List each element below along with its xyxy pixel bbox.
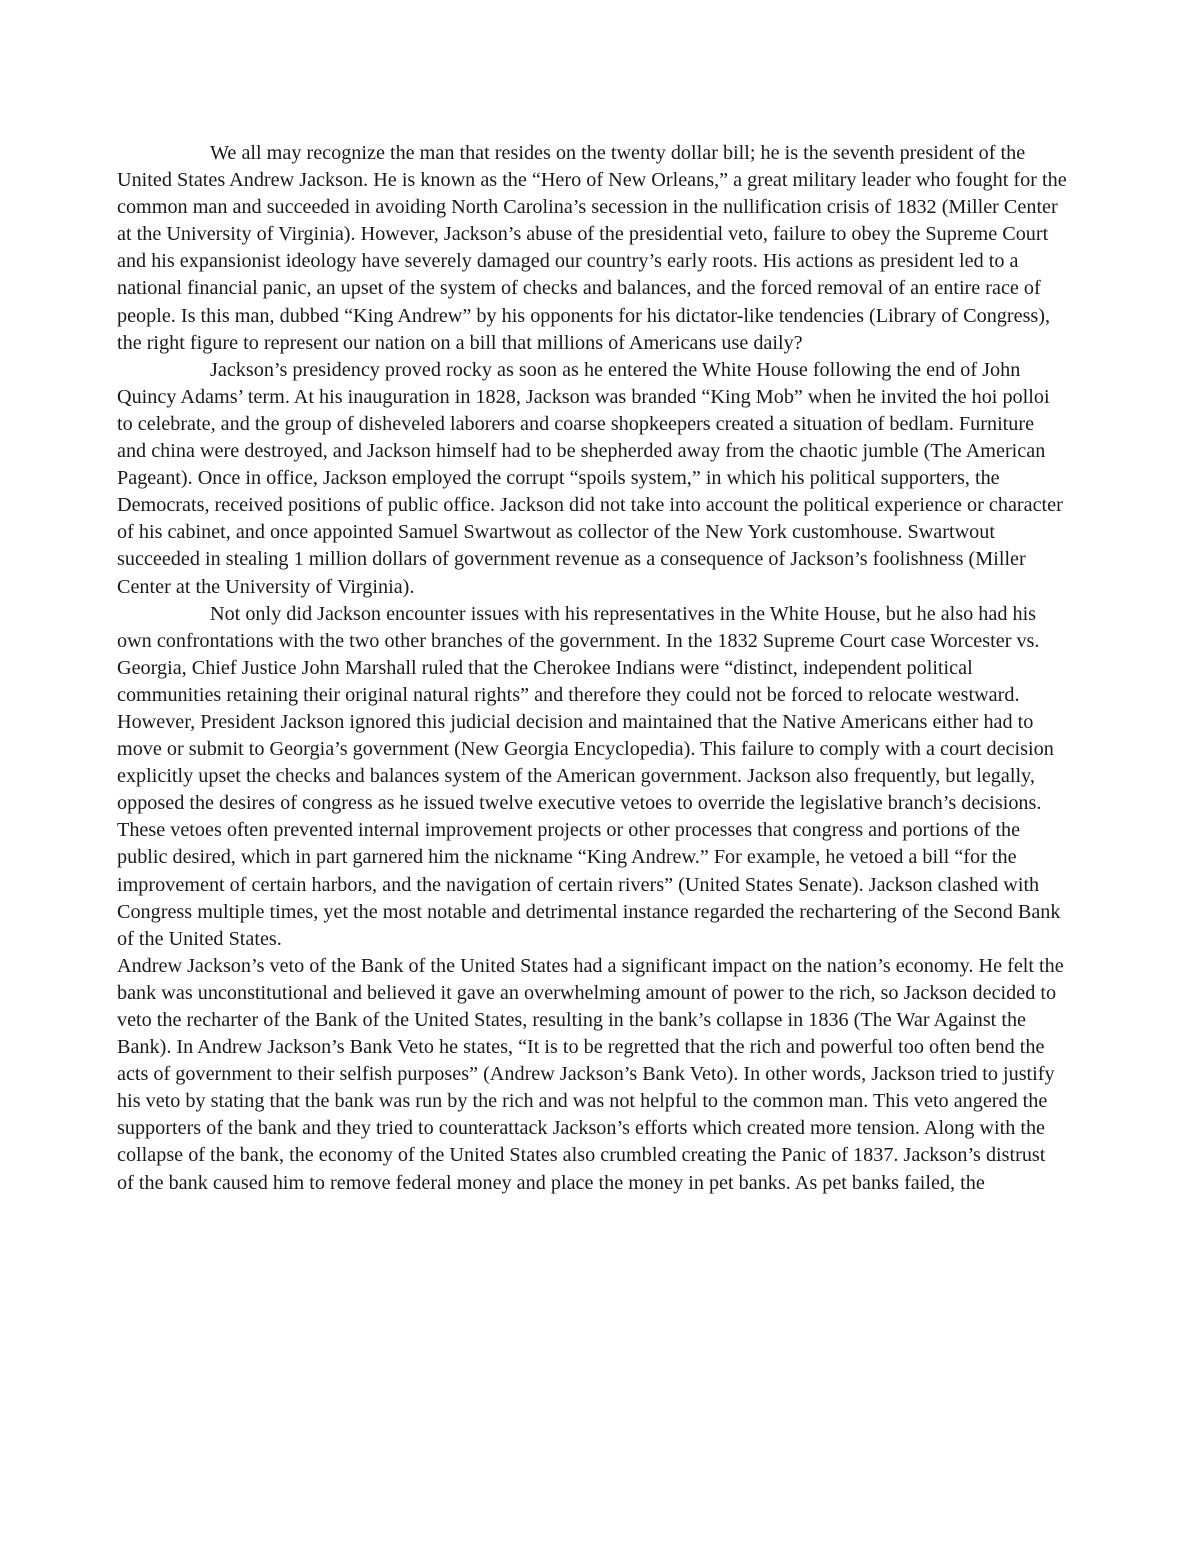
paragraph-1: We all may recognize the man that resides on the twenty dollar bill; he is the seventh president of the United States Andrew Jackson. He is known as the “Hero of New Orleans,” a great military leader who fought for the common man and succeeded in avoiding North Carolina’s secession in the nullification crisis of 1832 (Miller Center at the University of Virginia). However, Jackson’s abuse of the presidential veto, failure to obey the Supreme Court and his expansionist ideology have severely damaged our country’s early roots. His actions as president led to a national financial panic, an upset of the system of checks and balances, and the forced removal of an entire race of people. Is this man, dubbed “King Andrew” by his opponents for his dictator-like tendencies (Library of Congress), the right figure to represent our nation on a bill that millions of Americans use daily? xyxy=(117,142,1067,354)
paragraph-4: Andrew Jackson’s veto of the Bank of the United States had a significant impact on the nation’s economy. He felt the bank was unconstitutional and believed it gave an overwhelming amount of power to the rich, so Jackson decided to veto the recharter of the Bank of the United States, resulting in the bank’s collapse in 1836 (The War Against the Bank). In Andrew Jackson’s Bank Veto he states, “It is to be regretted that the rich and powerful too often bend the acts of government to their selfish purposes” (Andrew Jackson’s Bank Veto). In other words, Jackson tried to justify his veto by stating that the bank was run by the rich and was not helpful to the common man. This veto angered the supporters of the bank and they tried to counterattack Jackson’s efforts which created more tension. Along with the collapse of the bank, the economy of the United States also crumbled creating the Panic of 1837. Jackson’s distrust of the bank caused him to remove federal money and place the money in pet banks. As pet banks failed, the xyxy=(117,954,1064,1194)
essay-body xyxy=(117,140,1067,1197)
paragraph-3: Not only did Jackson encounter issues with his representatives in the White House, but he also had his own confrontations with the two other branches of the government. In the 1832 Supreme Court case Worcester vs. Georgia, Chief Justice John Marshall ruled that the Cherokee Indians were “distinct, independent political communities retaining their original natural rights” and therefore they could not be forced to relocate westward. However, President Jackson ignored this judicial decision and maintained that the Native Americans either had to move or submit to Georgia’s government (New Georgia Encyclopedia). This failure to comply with a court decision explicitly upset the checks and balances system of the American government. Jackson also frequently, but legally, opposed the desires of congress as he issued twelve executive vetoes to override the legislative branch’s decisions. These vetoes often prevented internal improvement projects or other processes that congress and portions of the public desired, which in part garnered him the nickname “King Andrew.” For example, he vetoed a bill “for the improvement of certain harbors, and the navigation of certain rivers” (United States Senate). Jackson clashed with Congress multiple times, yet the most notable and detrimental instance regarded the rechartering of the Second Bank of the United States. xyxy=(117,602,1061,950)
paragraph-2: Jackson’s presidency proved rocky as soon as he entered the White House following the end of John Quincy Adams’ term. At his inauguration in 1828, Jackson was branded “King Mob” when he invited the hoi polloi to celebrate, and the group of disheveled laborers and coarse shopkeepers created a situation of bedlam. Furniture and china were destroyed, and Jackson himself had to be shepherded away from the chaotic jumble (The American Pageant). Once in office, Jackson employed the corrupt “spoils system,” in which his political supporters, the Democrats, received positions of public office. Jackson did not take into account the political experience or character of his cabinet, and once appointed Samuel Swartwout as collector of the New York customhouse. Swartwout succeeded in stealing 1 million dollars of government revenue as a consequence of Jackson’s foolishness (Miller Center at the University of Virginia). xyxy=(117,358,1063,598)
